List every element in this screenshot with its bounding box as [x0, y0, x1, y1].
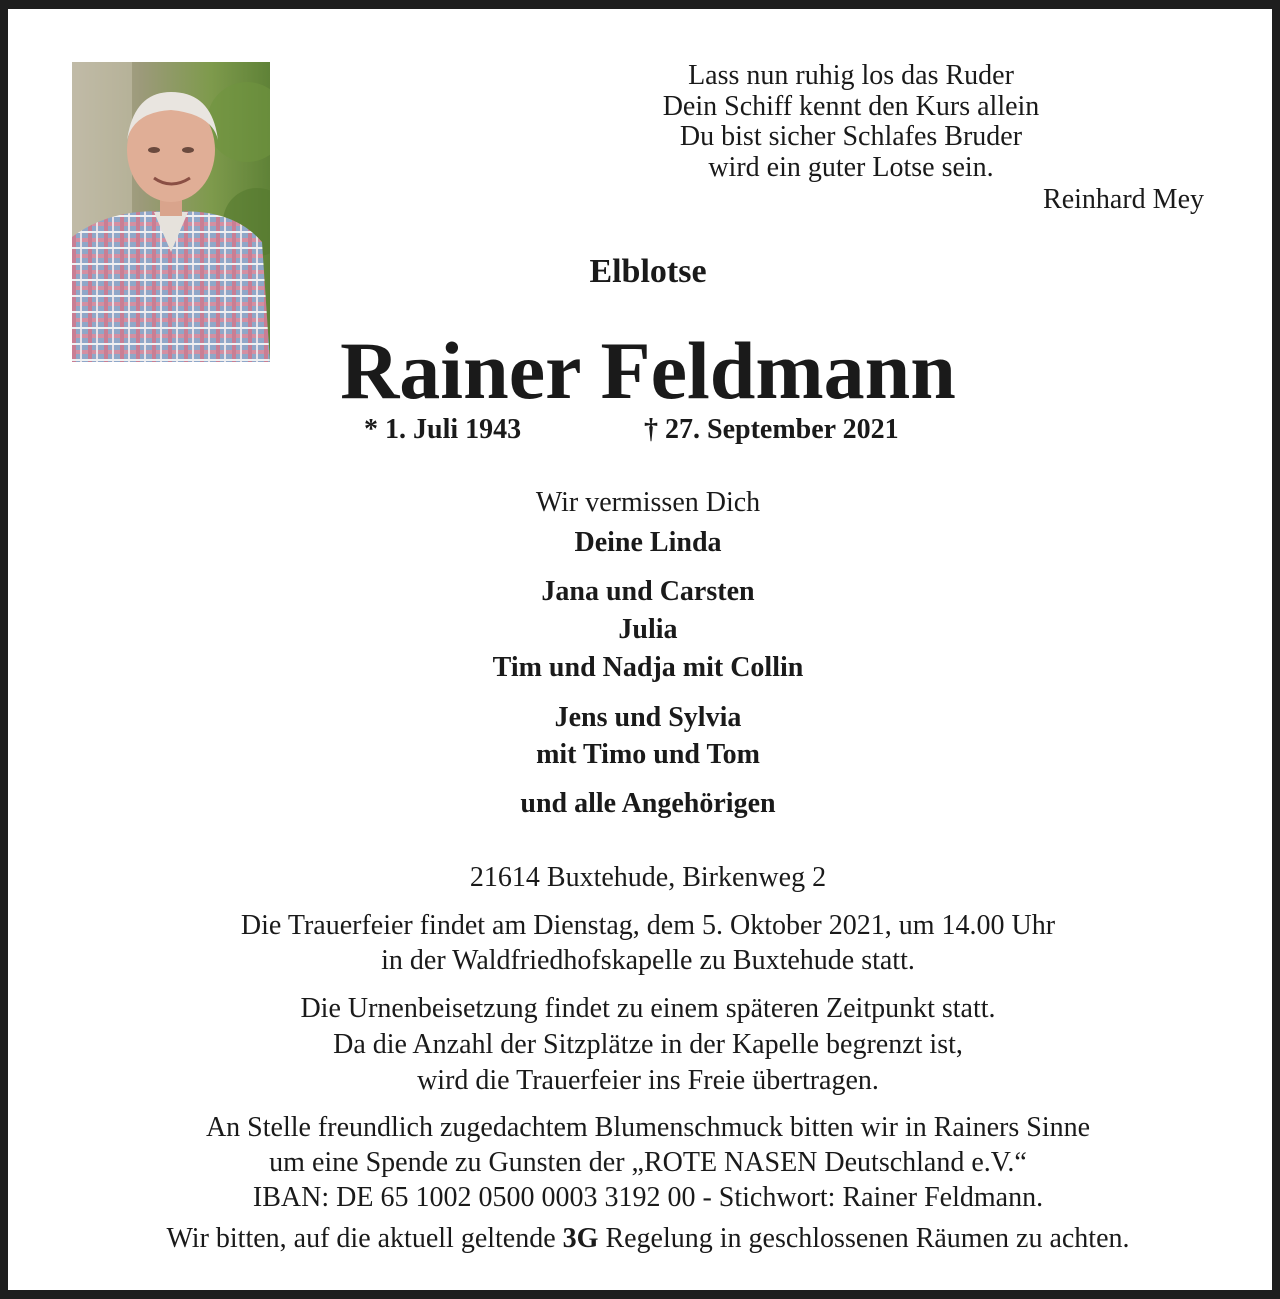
poem-author: Reinhard Mey [1043, 184, 1204, 215]
deceased-occupation: Elblotse [589, 253, 707, 290]
urn-line: Da die Anzahl der Sitzplätze in der Kapelle begrenzt ist, [333, 1029, 963, 1060]
mourner-name: Julia [618, 614, 678, 645]
portrait-photo [72, 62, 270, 362]
address: 21614 Buxtehude, Birkenweg 2 [469, 862, 827, 893]
birth-date: * 1. Juli 1943 [364, 414, 522, 445]
poem [528, 61, 1174, 183]
poem-line: Du bist sicher Schlafes Bruder [679, 121, 1023, 152]
urn-line: Die Urnenbeisetzung findet zu einem späteren Zeitpunkt statt. [300, 993, 996, 1024]
mourner-name: Deine Linda [574, 527, 722, 558]
covid-notice [8, 1221, 1280, 1257]
donation-iban: IBAN: DE 65 1002 0500 0003 3192 00 - Stichwort: Rainer Feldmann. [252, 1182, 1044, 1213]
covid-notice-text: Wir bitten, auf die aktuell geltende [166, 1223, 563, 1254]
covid-notice-text: Regelung in geschlossenen Räumen zu achten. [598, 1223, 1130, 1254]
covid-rule-highlight: 3G [562, 1223, 599, 1254]
poem-line: Lass nun ruhig los das Ruder [688, 60, 1014, 91]
ceremony-line: Die Trauerfeier findet am Dienstag, dem 5. Oktober 2021, um 14.00 Uhr [240, 910, 1056, 941]
poem-line: wird ein guter Lotse sein. [708, 151, 994, 183]
ceremony-line: in der Waldfriedhofskapelle zu Buxtehude statt. [381, 945, 915, 976]
mourner-name: mit Timo und Tom [536, 739, 760, 770]
mourner-name: Tim und Nadja mit Collin [492, 652, 804, 683]
mourner-name: und alle Angehörigen [520, 788, 776, 819]
donation-line: An Stelle freundlich zugedachtem Blumenschmuck bitten wir in Rainers Sinne [205, 1112, 1091, 1143]
mourner-name: Jens und Sylvia [554, 702, 742, 733]
deceased-name: Rainer Feldmann [340, 325, 956, 416]
mourners-intro: Wir vermissen Dich [535, 487, 761, 518]
urn-line: wird die Trauerfeier ins Freie übertragen. [417, 1065, 879, 1096]
mourner-name: Jana und Carsten [541, 576, 755, 607]
death-date: † 27. September 2021 [644, 414, 899, 445]
portrait-image [72, 62, 270, 362]
donation-line: um eine Spende zu Gunsten der „ROTE NASEN Deutschland e.V.“ [269, 1147, 1027, 1178]
poem-line: Dein Schiff kennt den Kurs allein [662, 90, 1040, 122]
